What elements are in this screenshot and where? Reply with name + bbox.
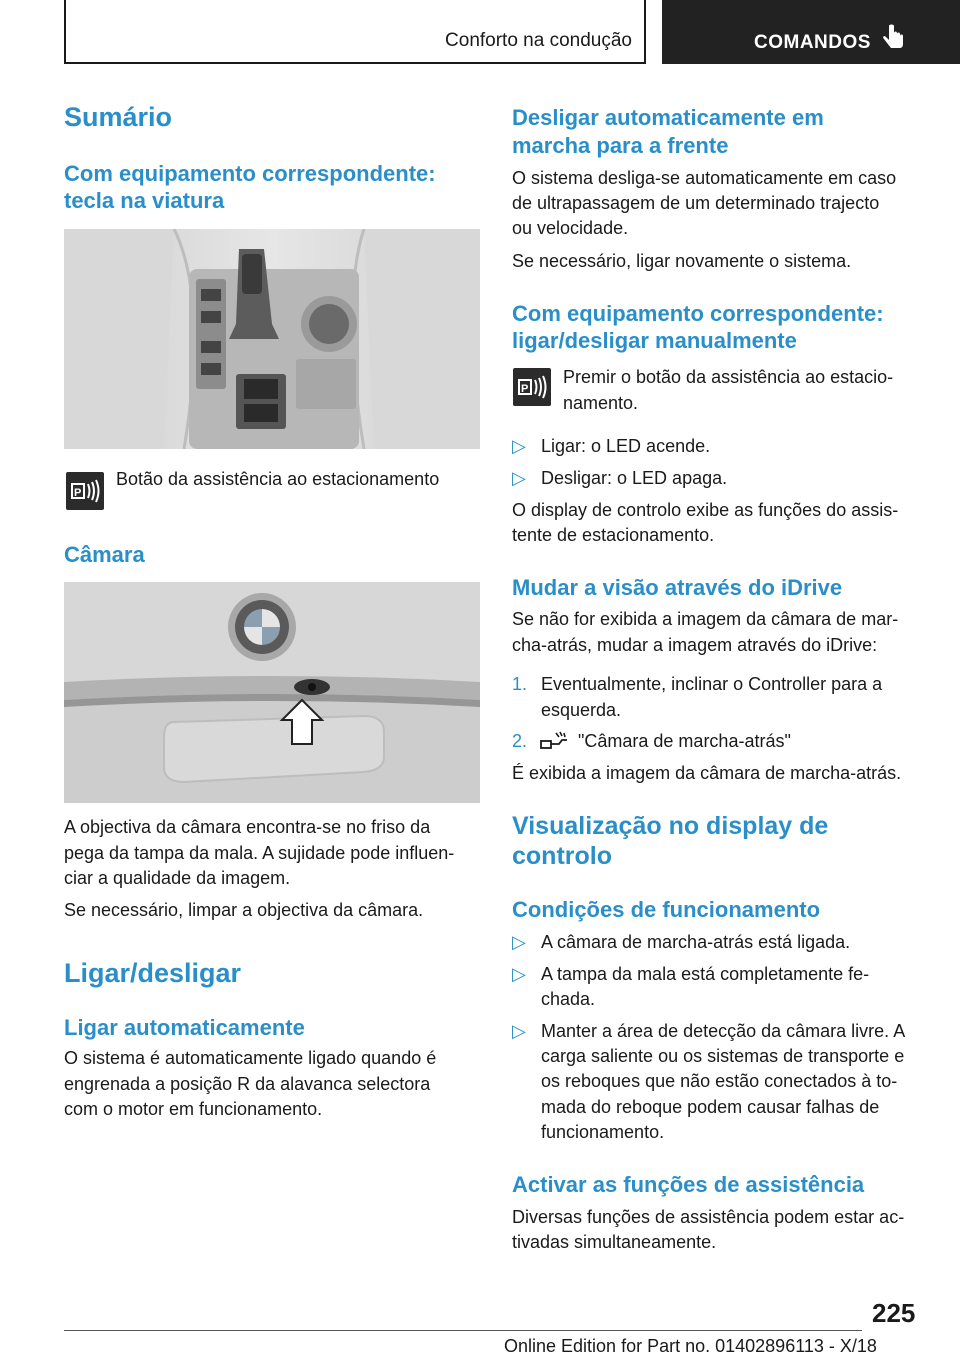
display-text-line2: tente de estacionamento. (512, 525, 715, 545)
header-chapter-title: COMANDOS (754, 32, 871, 53)
summary-heading: Sumário (64, 102, 173, 132)
svg-text:P: P (74, 487, 82, 499)
condition3-text-line2: carga saliente ou os sistemas de transporte e (541, 1046, 905, 1066)
header-section-title: Conforto na condução (445, 30, 632, 51)
auto-on-heading: Ligar automaticamente (64, 1015, 305, 1040)
page-number: 225 (872, 1298, 916, 1328)
condition1-text: A câmara de marcha-atrás está ligada. (541, 932, 851, 952)
bullet-icon: ▷ (512, 468, 526, 488)
park-assist-button-icon (66, 472, 104, 510)
idrive-heading: Mudar a visão através do iDrive (512, 575, 843, 600)
manual-press-line1: Premir o botão da assistência ao estacio- (563, 367, 894, 387)
onoff-heading: Ligar/desligar (64, 958, 242, 988)
condition3-text-line5: funcionamento. (541, 1122, 665, 1142)
bullet-on-text: Ligar: o LED acende. (541, 436, 711, 456)
equipment-heading-line1: Com equipamento correspondente: (64, 161, 436, 186)
step1-text-line1: Eventualmente, inclinar o Controller para a (541, 674, 883, 694)
assist-text-line2: tivadas simultaneamente. (512, 1232, 717, 1252)
condition3-text-line1: Manter a área de detecção da câmara livre. A (541, 1021, 906, 1041)
park-assist-button-icon-small (513, 368, 551, 406)
auto-on-text-line1: O sistema é automaticamente ligado quando é (64, 1048, 437, 1068)
visualization-heading-line2: controlo (512, 842, 612, 870)
camera-clean-text: Se necessário, limpar a objectiva da câmara. (64, 900, 424, 920)
assist-heading: Activar as funções de assistência (512, 1172, 865, 1197)
condition2-text-line2: chada. (541, 989, 596, 1009)
manual-heading-line2: ligar/desligar manualmente (512, 328, 797, 353)
idrive-text-line2: cha-atrás, mudar a imagem através do iDrive: (512, 635, 878, 655)
bullet-icon: ▷ (512, 964, 526, 984)
assist-text-line1: Diversas funções de assistência podem estar ac- (512, 1207, 905, 1227)
idrive-text-line1: Se não for exibida a imagem da câmara de mar- (512, 609, 899, 629)
camera-text-line3: ciar a qualidade da imagem. (64, 868, 291, 888)
auto-off-heading-line1: Desligar automaticamente em (512, 105, 824, 130)
camera-text-line2: pega da tampa da mala. A sujidade pode influen- (64, 843, 455, 863)
auto-on-text-line2: engrenada a posição R da alavanca selectora (64, 1074, 431, 1094)
step2-text: "Câmara de marcha-atrás" (578, 731, 791, 751)
auto-off-heading-line2: marcha para a frente (512, 133, 729, 158)
button-caption: Botão da assistência ao estacionamento (116, 469, 440, 489)
manual-heading-line1: Com equipamento correspondente: (512, 301, 884, 326)
footer-edition: Online Edition for Part no. 01402896113 - X/18 (504, 1336, 877, 1356)
auto-off-text-line4: Se necessário, ligar novamente o sistema. (512, 251, 852, 271)
footer-divider (64, 1330, 862, 1331)
bullet-icon: ▷ (512, 1021, 526, 1041)
image-shown-text: É exibida a imagem da câmara de marcha-atrás. (512, 763, 902, 783)
bullet-off-text: Desligar: o LED apaga. (541, 468, 728, 488)
conditions-heading: Condições de funcionamento (512, 897, 821, 922)
condition3-text-line3: os reboques que não estão conectados à to- (541, 1071, 898, 1091)
equipment-heading-line2: tecla na viatura (64, 188, 225, 213)
bullet-icon: ▷ (512, 932, 526, 952)
manual-press-line2: namento. (563, 393, 639, 413)
camera-heading: Câmara (64, 542, 145, 567)
rear-camera-image (64, 582, 480, 803)
rear-camera-icon (540, 731, 568, 753)
auto-off-text-line2: de ultrapassagem de um determinado trajecto (512, 193, 880, 213)
center-console-image (64, 229, 480, 449)
step-number: 1. (512, 674, 528, 694)
svg-text:P: P (521, 383, 529, 395)
header-section-box (64, 0, 646, 64)
auto-on-text-line3: com o motor em funcionamento. (64, 1099, 323, 1119)
header-chapter-box (662, 0, 960, 64)
auto-off-text-line3: ou velocidade. (512, 218, 629, 238)
display-text-line1: O display de controlo exibe as funções do assis- (512, 500, 899, 520)
step-number: 2. (512, 731, 528, 751)
visualization-heading-line1: Visualização no display de (512, 812, 829, 840)
auto-off-text-line1: O sistema desliga-se automaticamente em caso (512, 168, 897, 188)
condition2-text-line1: A tampa da mala está completamente fe- (541, 964, 870, 984)
camera-text-line1: A objectiva da câmara encontra-se no friso da (64, 817, 431, 837)
hand-pointer-icon (883, 24, 905, 54)
bullet-icon: ▷ (512, 436, 526, 456)
condition3-text-line4: mada do reboque podem causar falhas de (541, 1097, 880, 1117)
step1-text-line2: esquerda. (541, 700, 622, 720)
